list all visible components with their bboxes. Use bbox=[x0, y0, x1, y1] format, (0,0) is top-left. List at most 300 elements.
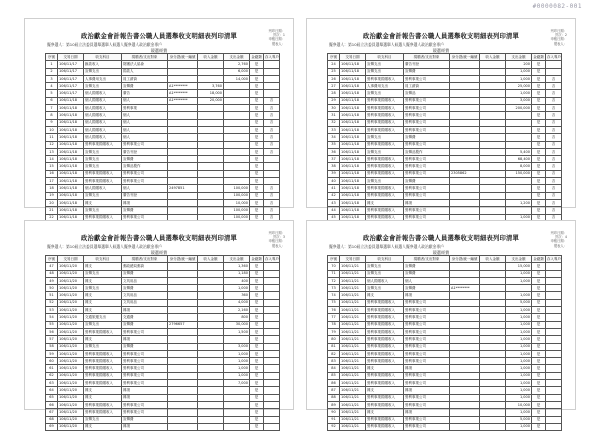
table-cell bbox=[546, 299, 562, 306]
table-cell: 是 bbox=[250, 178, 264, 185]
table-cell bbox=[198, 423, 224, 430]
table-cell: 是 bbox=[250, 270, 264, 277]
table-row bbox=[328, 75, 562, 82]
table-cell: 是 bbox=[250, 163, 264, 170]
table-row bbox=[46, 299, 280, 306]
table-cell bbox=[168, 207, 198, 214]
column-header: 序號 bbox=[328, 54, 340, 61]
table-cell: 宣傳支出 bbox=[84, 83, 122, 90]
table-cell bbox=[546, 270, 562, 277]
table-cell: 匯款收入 bbox=[84, 61, 122, 68]
table-cell: 106/11/17 bbox=[58, 83, 84, 90]
table-row bbox=[328, 328, 562, 335]
table-cell: 79 bbox=[328, 328, 340, 335]
table-cell: 12 bbox=[46, 141, 58, 148]
table-cell: 是 bbox=[250, 105, 264, 112]
table-cell: 10,000 bbox=[506, 401, 532, 408]
table-cell: 否 bbox=[546, 105, 562, 112]
table-cell: 是 bbox=[532, 263, 546, 270]
table-row bbox=[328, 185, 562, 192]
table-row bbox=[46, 178, 280, 185]
table-cell: 廣告 bbox=[122, 90, 168, 97]
table-cell: 是 bbox=[532, 148, 546, 155]
table-cell: 是 bbox=[250, 343, 264, 350]
table-cell: 營利事業捐贈收入 bbox=[366, 350, 404, 357]
table-cell bbox=[198, 409, 224, 416]
table-cell: 106/11/18 bbox=[58, 163, 84, 170]
table-cell: 106/11/18 bbox=[58, 97, 84, 104]
table-cell: 是 bbox=[250, 328, 264, 335]
table-cell: 否 bbox=[264, 119, 280, 126]
table-cell bbox=[198, 75, 224, 82]
table-cell: 57 bbox=[46, 336, 58, 343]
report-meta-line: 申報日期： bbox=[268, 37, 285, 42]
table-cell bbox=[264, 365, 280, 372]
table-cell: 1,000 bbox=[506, 343, 532, 350]
table-cell: 雜項 bbox=[404, 292, 450, 299]
table-cell: 1,000 bbox=[506, 277, 532, 284]
table-row bbox=[46, 416, 280, 423]
table-cell: 營利事業公司 bbox=[404, 321, 450, 328]
table-row bbox=[328, 90, 562, 97]
table-cell bbox=[264, 75, 280, 82]
table-cell: 是 bbox=[250, 423, 264, 430]
table-cell: 宣傳費 bbox=[122, 270, 168, 277]
table-cell bbox=[168, 126, 198, 133]
table-cell: 是 bbox=[532, 285, 546, 292]
table-cell: 宣傳費 bbox=[122, 416, 168, 423]
table-cell: 106/11/21 bbox=[340, 292, 366, 299]
table-cell bbox=[480, 387, 506, 394]
table-cell: 是 bbox=[532, 394, 546, 401]
table-cell: 106/11/18 bbox=[58, 156, 84, 163]
table-cell: 交通旅運支出 bbox=[84, 314, 122, 321]
table-cell: 86 bbox=[328, 380, 340, 387]
table-cell: 60 bbox=[46, 358, 58, 365]
table-cell: 是 bbox=[250, 97, 264, 104]
table-cell bbox=[224, 97, 250, 104]
column-header: 存入專戶 bbox=[264, 256, 280, 263]
table-cell: 雜支 bbox=[84, 336, 122, 343]
report-meta-line: 頁次：1 bbox=[273, 33, 285, 38]
table-cell bbox=[480, 372, 506, 379]
table-cell: 76 bbox=[328, 307, 340, 314]
table-cell: 3,000 bbox=[506, 97, 532, 104]
table-cell bbox=[168, 358, 198, 365]
table-cell bbox=[546, 263, 562, 270]
table-cell: 廣告刊登 bbox=[122, 192, 168, 199]
table-cell: 是 bbox=[532, 314, 546, 321]
table-cell: 5,000 bbox=[506, 416, 532, 423]
table-cell: 106/11/18 bbox=[58, 192, 84, 199]
table-cell: 營利事業公司 bbox=[404, 126, 450, 133]
table-cell: 1,000 bbox=[224, 365, 250, 372]
table-cell bbox=[198, 358, 224, 365]
table-cell: 106/11/21 bbox=[340, 270, 366, 277]
table-cell: 11 bbox=[46, 134, 58, 141]
table-cell: 106/11/18 bbox=[340, 148, 366, 155]
table-cell bbox=[168, 134, 198, 141]
table-cell: 員工薪資 bbox=[122, 75, 168, 82]
table-cell: 是 bbox=[250, 285, 264, 292]
table-cell bbox=[480, 336, 506, 343]
table-cell bbox=[480, 126, 506, 133]
table-row bbox=[328, 401, 562, 408]
table-row bbox=[46, 68, 280, 75]
table-cell bbox=[506, 112, 532, 119]
table-cell: 營利事業公司 bbox=[404, 307, 450, 314]
table-cell: 1,000 bbox=[506, 214, 532, 221]
table-cell: 雜項 bbox=[404, 365, 450, 372]
table-cell: 是 bbox=[532, 321, 546, 328]
table-cell bbox=[450, 185, 480, 192]
table-cell bbox=[198, 380, 224, 387]
table-cell bbox=[198, 321, 224, 328]
table-cell: 是 bbox=[250, 314, 264, 321]
transactions-table bbox=[327, 53, 562, 229]
table-row bbox=[46, 192, 280, 199]
table-row bbox=[46, 141, 280, 148]
table-cell bbox=[224, 126, 250, 133]
table-cell: 否 bbox=[546, 156, 562, 163]
column-header: 身分證/統一編號 bbox=[168, 256, 198, 263]
table-cell: 個人 bbox=[122, 112, 168, 119]
table-cell: 宣傳支出 bbox=[84, 416, 122, 423]
table-cell: 是 bbox=[532, 156, 546, 163]
table-cell: 2305862 bbox=[450, 170, 480, 177]
report-subtitle: 擬參選人：第10屆立法委員選舉選舉人候選人擬參選人政治獻金專戶 bbox=[47, 244, 162, 249]
table-header-row bbox=[46, 54, 280, 61]
table-cell bbox=[450, 365, 480, 372]
table-cell: 雜支 bbox=[84, 277, 122, 284]
table-cell bbox=[264, 394, 280, 401]
table-cell: 雜支 bbox=[84, 292, 122, 299]
table-cell: 67 bbox=[46, 409, 58, 416]
table-cell: 營利事業捐贈收入 bbox=[366, 97, 404, 104]
table-cell bbox=[264, 156, 280, 163]
table-cell bbox=[198, 68, 224, 75]
table-cell: 4 bbox=[46, 83, 58, 90]
table-cell: 400 bbox=[224, 277, 250, 284]
table-row bbox=[46, 185, 280, 192]
table-cell: 1,000 bbox=[506, 314, 532, 321]
table-cell: 營利事業公司 bbox=[404, 328, 450, 335]
table-cell: 6 bbox=[46, 97, 58, 104]
table-cell bbox=[198, 343, 224, 350]
table-cell: 營利事業捐贈收入 bbox=[366, 401, 404, 408]
table-cell: 106/11/18 bbox=[58, 119, 84, 126]
table-cell: 20 bbox=[46, 199, 58, 206]
table-cell bbox=[546, 292, 562, 299]
table-cell: 否 bbox=[546, 134, 562, 141]
column-header: 捐贈者/支出對象 bbox=[122, 54, 168, 61]
table-cell: 營利事業捐贈收入 bbox=[366, 170, 404, 177]
table-cell bbox=[264, 178, 280, 185]
table-cell: 1,500 bbox=[224, 328, 250, 335]
document-stamp-number: #0000082-001 bbox=[532, 3, 582, 10]
table-row bbox=[328, 350, 562, 357]
table-cell bbox=[546, 350, 562, 357]
table-row bbox=[46, 285, 280, 292]
table-cell: 是 bbox=[250, 90, 264, 97]
table-cell: 106/11/18 bbox=[58, 105, 84, 112]
table-cell: 2,760 bbox=[224, 61, 250, 68]
table-cell: 106/11/21 bbox=[340, 299, 366, 306]
table-cell: 106/11/17 bbox=[58, 61, 84, 68]
table-cell: 個人捐贈收入 bbox=[84, 105, 122, 112]
table-cell: 41 bbox=[328, 185, 340, 192]
report-title: 政治獻金會計報告書公職人員選舉收支明細表列印清單 bbox=[81, 33, 237, 40]
table-cell: 61 bbox=[46, 365, 58, 372]
table-cell: 郵政總局郵資 bbox=[122, 263, 168, 270]
report-meta-line: 列印日期： bbox=[550, 231, 567, 235]
table-cell: 雜項 bbox=[122, 307, 168, 314]
table-cell bbox=[480, 394, 506, 401]
table-cell: 是 bbox=[532, 97, 546, 104]
table-cell: 2 bbox=[46, 68, 58, 75]
table-cell bbox=[224, 336, 250, 343]
table-cell: 1,000 bbox=[506, 387, 532, 394]
table-cell: 雜項 bbox=[404, 199, 450, 206]
table-cell: 66 bbox=[46, 401, 58, 408]
table-cell: 是 bbox=[532, 119, 546, 126]
table-cell: 1,000 bbox=[506, 409, 532, 416]
table-cell: 廣告刊登 bbox=[122, 148, 168, 155]
table-cell: 是 bbox=[250, 134, 264, 141]
table-cell: 是 bbox=[250, 387, 264, 394]
table-cell bbox=[546, 409, 562, 416]
table-cell bbox=[198, 314, 224, 321]
table-cell bbox=[198, 207, 224, 214]
table-cell bbox=[264, 358, 280, 365]
table-cell: 營利事業公司 bbox=[404, 156, 450, 163]
table-cell bbox=[168, 277, 198, 284]
table-cell bbox=[506, 134, 532, 141]
report-subtitle: 擬參選人：第10屆立法委員選舉選舉人候選人擬參選人政治獻金專戶 bbox=[329, 244, 444, 249]
table-cell: 150,000 bbox=[506, 170, 532, 177]
table-cell: 否 bbox=[264, 185, 280, 192]
table-cell: 106/11/18 bbox=[58, 214, 84, 221]
table-row bbox=[328, 156, 562, 163]
table-row bbox=[328, 192, 562, 199]
table-cell: 否 bbox=[546, 178, 562, 185]
table-cell bbox=[168, 75, 198, 82]
table-row bbox=[328, 105, 562, 112]
table-cell: 106/11/18 bbox=[58, 141, 84, 148]
table-cell: 65 bbox=[46, 394, 58, 401]
table-cell: 是 bbox=[250, 75, 264, 82]
table-cell: 捐款人 bbox=[122, 68, 168, 75]
table-header-row bbox=[46, 256, 280, 263]
table-cell: A1******** bbox=[168, 90, 198, 97]
table-cell: 106/11/20 bbox=[58, 270, 84, 277]
table-cell: 是 bbox=[532, 307, 546, 314]
table-cell: 雜支 bbox=[84, 299, 122, 306]
table-row bbox=[46, 148, 280, 155]
table-cell: 106/11/20 bbox=[58, 380, 84, 387]
table-cell: 100,000 bbox=[224, 185, 250, 192]
table-cell: 106/11/20 bbox=[58, 394, 84, 401]
table-cell: 106/11/20 bbox=[58, 292, 84, 299]
report-panel-top-right bbox=[306, 18, 576, 220]
table-cell: 1,000 bbox=[506, 423, 532, 430]
table-cell: 47 bbox=[46, 263, 58, 270]
table-cell: 1,000 bbox=[506, 380, 532, 387]
table-cell bbox=[450, 207, 480, 214]
table-cell: 雜支 bbox=[84, 263, 122, 270]
table-cell bbox=[450, 409, 480, 416]
column-header: 金錢類 bbox=[250, 256, 264, 263]
table-cell: 81 bbox=[328, 343, 340, 350]
table-cell: 106/11/17 bbox=[58, 68, 84, 75]
table-cell: 是 bbox=[250, 401, 264, 408]
report-panel-top-left bbox=[24, 18, 294, 220]
table-cell: 10,000 bbox=[224, 199, 250, 206]
table-row bbox=[328, 207, 562, 214]
table-cell bbox=[168, 270, 198, 277]
table-cell bbox=[224, 401, 250, 408]
table-cell bbox=[198, 192, 224, 199]
report-subtitle: 擬參選人：第10屆立法委員選舉選舉人候選人擬參選人政治獻金專戶 bbox=[329, 42, 444, 47]
table-cell: 個人 bbox=[122, 126, 168, 133]
table-cell bbox=[264, 387, 280, 394]
table-cell bbox=[264, 299, 280, 306]
report-meta bbox=[523, 231, 567, 248]
table-cell bbox=[480, 199, 506, 206]
table-cell: 是 bbox=[532, 163, 546, 170]
table-row bbox=[328, 314, 562, 321]
table-cell: 是 bbox=[250, 112, 264, 119]
table-cell: 文具用品 bbox=[122, 277, 168, 284]
table-cell: 106/11/18 bbox=[340, 90, 366, 97]
table-cell bbox=[224, 112, 250, 119]
table-cell: 宣傳支出 bbox=[84, 68, 122, 75]
table-cell: 59 bbox=[46, 350, 58, 357]
table-cell: 營利事業公司 bbox=[404, 380, 450, 387]
report-section-label: 競選經費 bbox=[432, 48, 450, 53]
table-cell bbox=[546, 314, 562, 321]
table-cell: 1,000 bbox=[506, 336, 532, 343]
table-cell: 營利事業捐贈收入 bbox=[366, 112, 404, 119]
table-row bbox=[46, 350, 280, 357]
table-cell: 是 bbox=[532, 277, 546, 284]
column-header: 交易日期 bbox=[340, 256, 366, 263]
table-cell: 84 bbox=[328, 365, 340, 372]
table-cell: 22 bbox=[46, 214, 58, 221]
table-cell bbox=[450, 292, 480, 299]
table-cell bbox=[224, 134, 250, 141]
report-meta-line: 製表人： bbox=[553, 243, 567, 248]
table-cell bbox=[546, 394, 562, 401]
table-cell: 營利事業捐贈收入 bbox=[84, 178, 122, 185]
table-cell: 106/11/21 bbox=[340, 343, 366, 350]
table-row bbox=[46, 75, 280, 82]
table-cell: 106/11/21 bbox=[340, 285, 366, 292]
table-cell bbox=[198, 112, 224, 119]
table-cell: 營利事業公司 bbox=[122, 401, 168, 408]
table-cell: 是 bbox=[532, 126, 546, 133]
table-cell: 宣傳費 bbox=[404, 270, 450, 277]
table-cell: 個人捐贈收入 bbox=[84, 185, 122, 192]
table-cell: 否 bbox=[546, 207, 562, 214]
table-cell: 80 bbox=[328, 336, 340, 343]
table-cell: 54 bbox=[46, 314, 58, 321]
table-cell: 72 bbox=[328, 277, 340, 284]
table-cell bbox=[546, 358, 562, 365]
column-header: 交易日期 bbox=[58, 54, 84, 61]
table-cell bbox=[198, 387, 224, 394]
column-header: 支出金額 bbox=[506, 256, 532, 263]
table-cell: 是 bbox=[250, 207, 264, 214]
table-cell: 106/11/18 bbox=[58, 185, 84, 192]
table-cell: 否 bbox=[546, 199, 562, 206]
table-cell: 營利事業捐贈收入 bbox=[366, 380, 404, 387]
table-cell bbox=[168, 401, 198, 408]
table-cell bbox=[480, 170, 506, 177]
report-meta-line: 列印日期： bbox=[268, 29, 285, 33]
table-row bbox=[46, 163, 280, 170]
table-cell bbox=[480, 141, 506, 148]
table-cell: 73 bbox=[328, 285, 340, 292]
table-cell: 3 bbox=[46, 75, 58, 82]
table-cell: 營利事業公司 bbox=[122, 350, 168, 357]
table-cell: 106/11/20 bbox=[58, 372, 84, 379]
table-cell bbox=[224, 83, 250, 90]
table-cell: 20,000 bbox=[198, 97, 224, 104]
table-cell: 是 bbox=[532, 192, 546, 199]
table-cell bbox=[450, 314, 480, 321]
table-cell: 53 bbox=[46, 307, 58, 314]
column-header: 序號 bbox=[46, 54, 58, 61]
table-cell: 44 bbox=[328, 207, 340, 214]
table-cell bbox=[450, 105, 480, 112]
table-cell: 營利事業捐贈收入 bbox=[366, 141, 404, 148]
table-cell: 宣傳費 bbox=[122, 343, 168, 350]
table-cell: 1,000 bbox=[506, 292, 532, 299]
table-cell: 106/11/18 bbox=[58, 170, 84, 177]
table-cell: 106/11/20 bbox=[58, 350, 84, 357]
report-meta-line: 申報日期： bbox=[550, 239, 567, 244]
table-cell: 1,000 bbox=[506, 270, 532, 277]
table-cell: A1******** bbox=[168, 97, 198, 104]
table-cell: 個人 bbox=[122, 134, 168, 141]
table-cell bbox=[480, 207, 506, 214]
table-cell: 是 bbox=[250, 336, 264, 343]
table-cell bbox=[198, 307, 224, 314]
table-cell: 營利事業捐贈收入 bbox=[366, 336, 404, 343]
table-cell: 6,000 bbox=[224, 68, 250, 75]
table-row bbox=[328, 299, 562, 306]
table-cell: 營利事業公司 bbox=[404, 163, 450, 170]
table-cell bbox=[546, 68, 562, 75]
table-cell: 雜項 bbox=[404, 387, 450, 394]
table-cell: 宣傳支出 bbox=[84, 192, 122, 199]
table-cell bbox=[264, 307, 280, 314]
table-cell: 營利事業捐贈收入 bbox=[366, 307, 404, 314]
column-header: 收入金額 bbox=[198, 54, 224, 61]
table-cell: 1,180 bbox=[224, 270, 250, 277]
table-cell bbox=[198, 119, 224, 126]
table-cell bbox=[168, 394, 198, 401]
table-cell: 營利事業公司 bbox=[122, 365, 168, 372]
table-cell: 營利事業公司 bbox=[122, 141, 168, 148]
table-cell bbox=[264, 170, 280, 177]
table-cell: 106/11/20 bbox=[58, 328, 84, 335]
table-cell: 1,000 bbox=[506, 394, 532, 401]
table-cell bbox=[450, 75, 480, 82]
table-cell: 宣傳品製作 bbox=[404, 148, 450, 155]
table-cell: 69 bbox=[46, 423, 58, 430]
